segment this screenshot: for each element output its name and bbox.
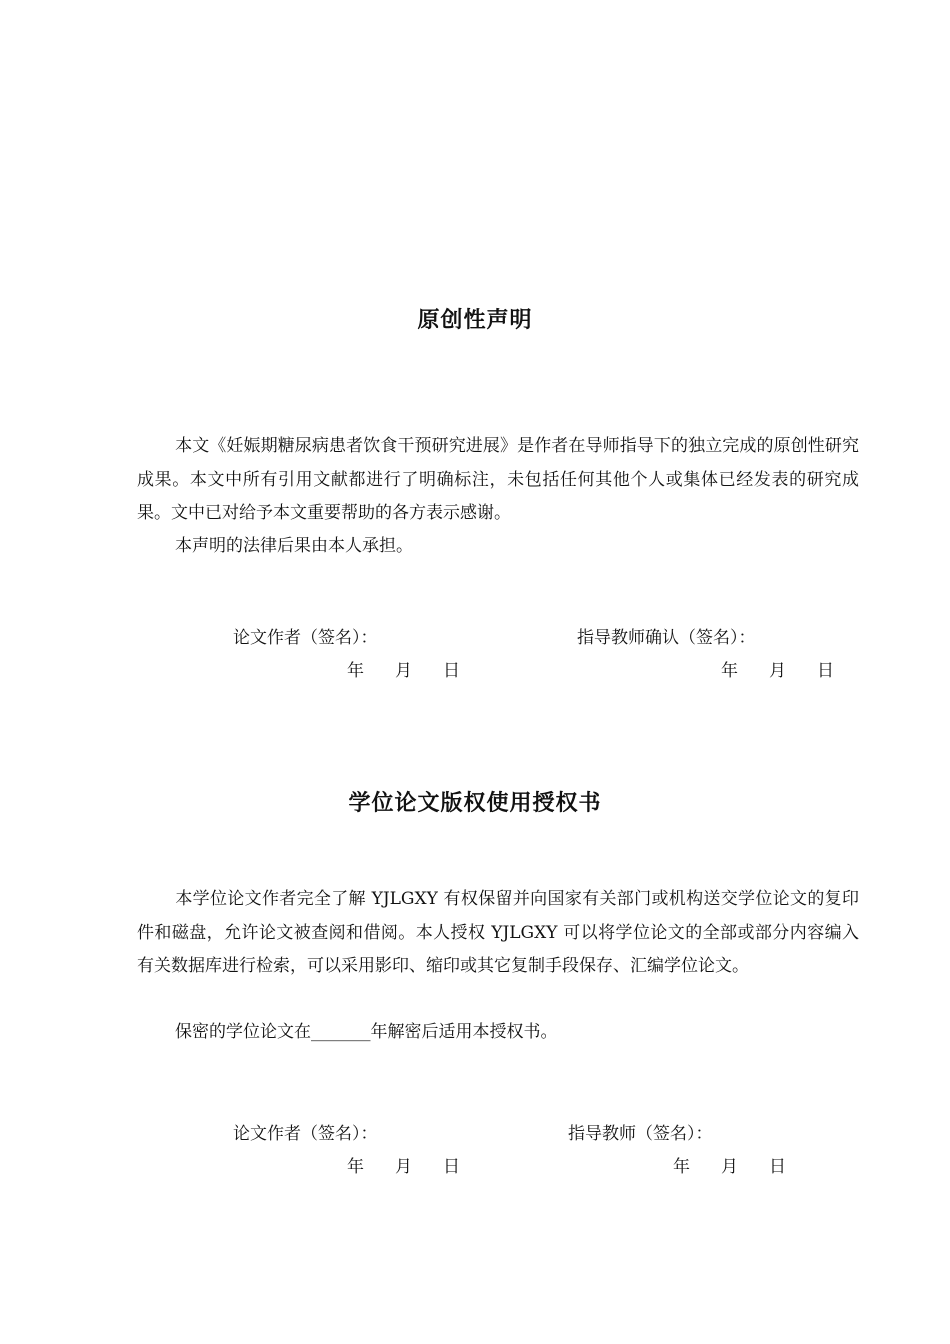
copyright-title: 学位论文版权使用授权书 — [348, 791, 602, 816]
originality-advisor-sign-label: 指导教师确认（签名）： — [577, 628, 756, 648]
originality-author-date-year: 年 — [347, 661, 364, 681]
originality-advisor-date-day: 日 — [817, 661, 834, 681]
copyright-paragraph-2 — [137, 1016, 859, 1050]
copyright-author-date-year: 年 — [347, 1157, 364, 1177]
copyright-advisor-sign-label: 指导教师（签名）： — [568, 1124, 713, 1144]
copyright-advisor-date-month: 月 — [721, 1157, 738, 1177]
copyright-paragraph-1 — [137, 883, 859, 984]
originality-paragraph-1 — [137, 430, 859, 531]
copyright-author-date-day: 日 — [443, 1157, 460, 1177]
copyright-author-date-month: 月 — [395, 1157, 412, 1177]
copyright-advisor-date-day: 日 — [769, 1157, 786, 1177]
originality-author-date-day: 日 — [443, 661, 460, 681]
originality-paragraph-2 — [137, 530, 859, 564]
originality-advisor-date-month: 月 — [769, 661, 786, 681]
originality-paragraph-1-text: 本文《妊娠期糖尿病患者饮食干预研究进展》是作者在导师指导下的独立完成的原创性研究成果。本文中所有引用文献都进行了明确标注，未包括任何其他个人或集体已经发表的研究成果。文中已对给予本文重要帮助的各方表示感谢。 — [137, 436, 859, 523]
originality-paragraph-2-text: 本声明的法律后果由本人承担。 — [175, 536, 413, 556]
originality-title: 原创性声明 — [417, 308, 533, 333]
copyright-paragraph-2-text: 保密的学位论文在_______年解密后适用本授权书。 — [175, 1022, 558, 1042]
copyright-author-sign-label: 论文作者（签名）： — [233, 1124, 378, 1144]
copyright-paragraph-1-text: 本学位论文作者完全了解 YJLGXY 有权保留并向国家有关部门或机构送交学位论文的复印件和磁盘，允许论文被查阅和借阅。本人授权 YJLGXY 可以将学位论文的全部或部分内容编入有关数据库进行检索，可以采用影印、缩印或其它复制手段保存、汇编学位论文。 — [137, 889, 859, 976]
originality-author-date-month: 月 — [395, 661, 412, 681]
originality-author-sign-label: 论文作者（签名）： — [233, 628, 378, 648]
copyright-advisor-date-year: 年 — [673, 1157, 690, 1177]
originality-advisor-date-year: 年 — [721, 661, 738, 681]
